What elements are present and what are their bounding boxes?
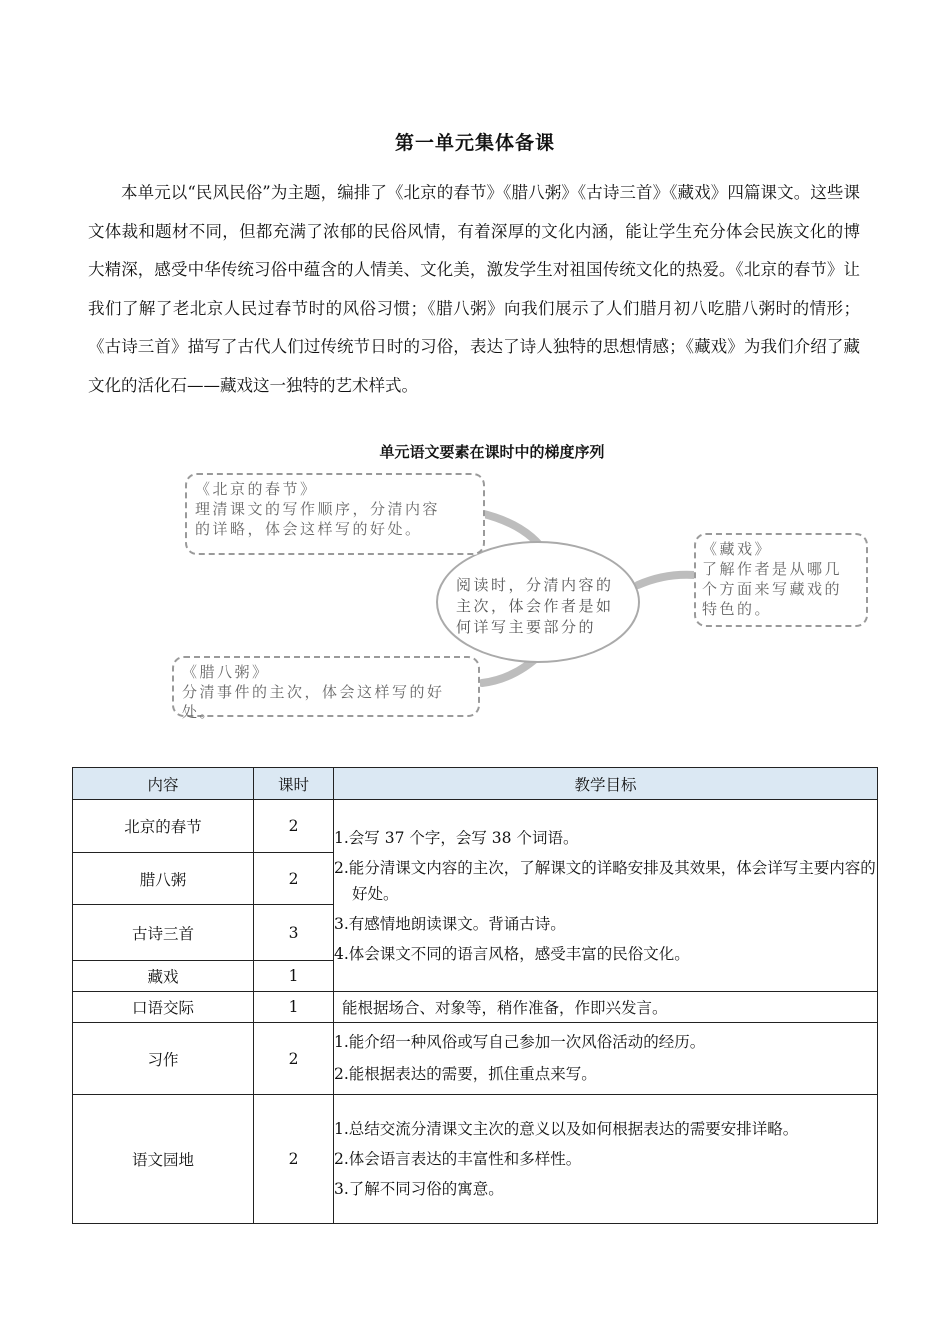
goal-item: 2.能分清课文内容的主次，了解课文的详略安排及其效果，体会详写主要内容的好处。 [334, 858, 876, 903]
content-cell: 古诗三首 [73, 905, 254, 961]
box-line: 个方面来写藏戏的 [702, 580, 843, 598]
page-title: 第一单元集体备课 [394, 132, 555, 154]
box-title: 《腊八粥》 [182, 663, 270, 681]
hours-cell: 1 [254, 961, 334, 992]
table-row [73, 800, 878, 853]
diagram-title: 单元语文要素在课时中的梯度序列 [379, 443, 605, 461]
goals-cell: 能根据场合、对象等，稍作准备，作即兴发言。 [334, 992, 878, 1023]
goal-item: 1.能介绍一种风俗或写自己参加一次风俗活动的经历。 [334, 1033, 706, 1051]
center-text [456, 575, 614, 638]
header-goals: 教学目标 [334, 768, 878, 800]
content-cell: 口语交际 [73, 992, 254, 1023]
box-title: 《藏戏》 [702, 540, 773, 558]
box-line: 分清事件的主次，体会这样写的好处。 [182, 683, 445, 721]
box-line: 的详略，体会这样写的好处。 [195, 520, 423, 538]
box-title: 《北京的春节》 [195, 480, 318, 498]
box-line: 了解作者是从哪几 [702, 560, 843, 578]
table-row [73, 992, 878, 1023]
goals-cell [334, 1095, 878, 1224]
goal-item: 2.能根据表达的需要，抓住重点来写。 [334, 1065, 597, 1083]
header-content: 内容 [73, 768, 254, 800]
hours-cell: 1 [254, 992, 334, 1023]
box-labazhou [172, 656, 480, 721]
goals-cell [334, 1023, 878, 1095]
content-cell: 语文园地 [73, 1095, 254, 1224]
goal-item: 3.了解不同习俗的寓意。 [334, 1180, 504, 1198]
hours-cell: 2 [254, 1095, 334, 1224]
connector-zangxi [638, 575, 695, 585]
hours-cell: 3 [254, 905, 334, 961]
content-cell: 腊八粥 [73, 853, 254, 905]
center-line: 阅读时，分清内容的 [456, 576, 614, 594]
goal-item: 1.总结交流分清课文主次的意义以及如何根据表达的需要安排详略。 [334, 1120, 799, 1138]
header-hours: 课时 [254, 768, 334, 800]
mind-map-diagram [150, 465, 880, 725]
table-row [73, 1095, 878, 1224]
goal-item: 3.有感情地朗读课文。背诵古诗。 [334, 914, 566, 933]
box-line: 理清课文的写作顺序，分清内容 [195, 500, 441, 518]
hours-cell: 2 [254, 853, 334, 905]
hours-cell: 2 [254, 1023, 334, 1095]
box-zangxi [694, 533, 868, 627]
hours-cell: 2 [254, 800, 334, 853]
center-line: 主次，体会作者是如 [456, 597, 614, 615]
goal-item: 1.会写 37 个字，会写 38 个词语。 [334, 828, 579, 847]
intro-paragraph: 本单元以“民风民俗”为主题，编排了《北京的春节》《腊八粥》《古诗三首》《藏戏》四篇课文。这些课文体裁和题材不同，但都充满了浓郁的民俗风情，有着深厚的文化内涵，能让学生充分体会民族文化的博大精深，感受中华传统习俗中蕴含的人情美、文化美，激发学生对祖国传统文化的热爱。《北京的春节》让我们了解了老北京人民过春节时的风俗习惯；《腊八粥》向我们展示了人们腊月初八吃腊八粥时的情形；《古诗三首》描写了古代人们过传统节日时的习俗，表达了诗人独特的思想情感；《藏戏》为我们介绍了藏文化的活化石——藏戏这一独特的艺术样式。 [88, 183, 860, 395]
center-line: 何详写主要部分的 [456, 618, 597, 636]
content-cell: 藏戏 [73, 961, 254, 992]
goal-item: 4.体会课文不同的语言风格，感受丰富的民俗文化。 [334, 944, 690, 963]
table-row [73, 1023, 878, 1095]
box-beijing-spring-festival [185, 473, 485, 555]
goal-item: 2.体会语言表达的丰富性和多样性。 [334, 1150, 582, 1168]
goals-cell [334, 800, 878, 992]
box-line: 特色的。 [702, 600, 773, 618]
teaching-plan-table [72, 767, 878, 1224]
content-cell: 习作 [73, 1023, 254, 1095]
content-cell: 北京的春节 [73, 800, 254, 853]
